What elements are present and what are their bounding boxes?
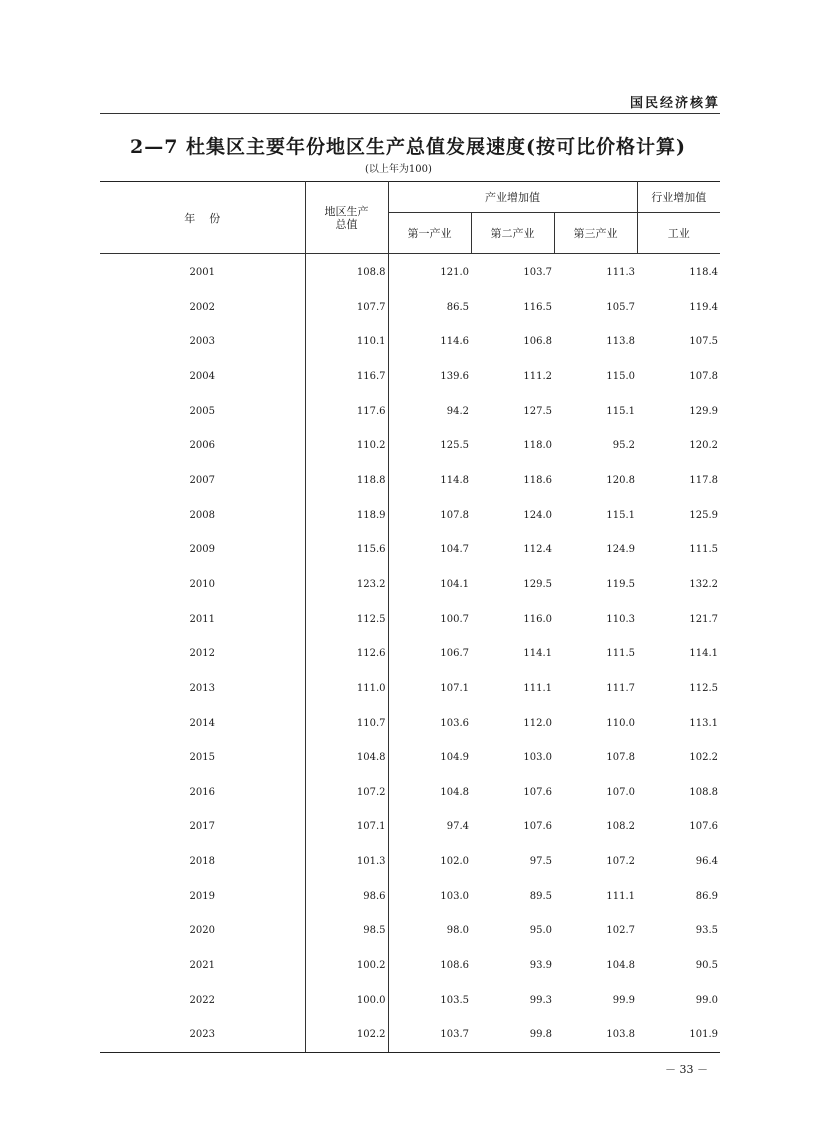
cell-secondary: 111.2 [523, 371, 552, 383]
cell-tertiary: 111.5 [606, 648, 636, 660]
table-row [100, 740, 720, 775]
cell-primary: 103.7 [388, 1017, 471, 1052]
cell-year: 2018 [100, 844, 305, 879]
cell-tertiary: 105.7 [606, 301, 636, 313]
cell-secondary: 118.0 [523, 440, 552, 452]
cell-tertiary: 108.2 [606, 821, 636, 833]
table-row [100, 498, 720, 533]
cell-industry: 86.9 [695, 890, 719, 902]
cell-primary: 98.0 [446, 925, 469, 937]
cell-gdp: 101.3 [305, 844, 388, 879]
cell-industry: 99.0 [695, 994, 719, 1006]
cell-tertiary: 107.8 [606, 752, 636, 764]
page-number: － 33 － [665, 1063, 708, 1076]
cell-year: 2016 [100, 775, 305, 810]
table-row [100, 290, 720, 325]
cell-year: 2019 [100, 879, 305, 914]
cell-primary: 100.7 [440, 613, 469, 625]
cell-industry: 121.7 [689, 613, 719, 625]
cell-primary: 121.0 [440, 266, 469, 278]
cell-gdp: 100.0 [305, 983, 388, 1018]
cell-secondary: 116.0 [523, 613, 552, 625]
cell-tertiary: 111.3 [606, 266, 636, 278]
cell-year: 2006 [100, 429, 305, 464]
cell-primary: 103.6 [440, 717, 469, 729]
cell-industry: 114.1 [689, 648, 719, 660]
growth-rate-table [100, 181, 720, 1053]
cell-industry: 108.8 [689, 786, 719, 798]
header-manufacturing: 工业 [637, 213, 720, 254]
cell-year: 2021 [100, 948, 305, 983]
header-primary: 第一产业 [388, 213, 471, 254]
table-row [100, 567, 720, 602]
table-row [100, 394, 720, 429]
cell-primary: 104.9 [440, 752, 469, 764]
cell-tertiary: 111.7 [606, 682, 636, 694]
cell-gdp: 98.6 [305, 879, 388, 914]
cell-secondary: 106.8 [523, 336, 552, 348]
table-row [100, 532, 720, 567]
cell-industry: 118.4 [689, 266, 719, 278]
cell-secondary: 112.4 [523, 544, 552, 556]
table-row [100, 879, 720, 914]
cell-industry: 113.1 [689, 717, 719, 729]
cell-gdp: 102.2 [305, 1017, 388, 1052]
header-year: 年 份 [100, 182, 305, 254]
cell-industry: 90.5 [695, 959, 719, 971]
cell-gdp: 112.6 [305, 636, 388, 671]
cell-secondary: 118.6 [523, 475, 552, 487]
cell-tertiary: 115.1 [606, 405, 636, 417]
cell-year: 2002 [100, 290, 305, 325]
cell-gdp: 111.0 [305, 671, 388, 706]
cell-gdp: 116.7 [305, 359, 388, 394]
cell-secondary: 103.0 [523, 752, 552, 764]
cell-secondary: 95.0 [529, 925, 552, 937]
cell-primary: 97.4 [446, 821, 469, 833]
cell-gdp: 107.1 [305, 810, 388, 845]
cell-primary: 106.7 [440, 648, 469, 660]
cell-year: 2022 [100, 983, 305, 1018]
cell-gdp: 118.8 [305, 463, 388, 498]
cell-industry: 107.8 [689, 371, 719, 383]
page-title: 2—7 杜集区主要年份地区生产总值发展速度(按可比价格计算) [129, 136, 687, 158]
header-gdp-line2: 总值 [335, 217, 358, 231]
cell-year: 2012 [100, 636, 305, 671]
cell-industry: 125.9 [689, 509, 719, 521]
cell-primary: 94.2 [446, 405, 469, 417]
table-row [100, 254, 720, 291]
cell-industry: 93.5 [695, 925, 719, 937]
table-row [100, 844, 720, 879]
cell-gdp: 110.2 [305, 429, 388, 464]
cell-year: 2003 [100, 325, 305, 360]
cell-gdp: 107.7 [305, 290, 388, 325]
section-header: 国民经济核算 [629, 96, 720, 111]
cell-gdp: 117.6 [305, 394, 388, 429]
cell-secondary: 103.7 [523, 266, 552, 278]
cell-tertiary: 113.8 [606, 336, 636, 348]
cell-gdp: 110.1 [305, 325, 388, 360]
cell-secondary: 112.0 [523, 717, 552, 729]
cell-year: 2020 [100, 914, 305, 949]
cell-primary: 86.5 [446, 301, 469, 313]
cell-tertiary: 124.9 [606, 544, 636, 556]
cell-industry: 117.8 [689, 475, 719, 487]
cell-gdp: 123.2 [305, 567, 388, 602]
cell-secondary: 129.5 [523, 578, 552, 590]
header-gdp [305, 182, 388, 254]
cell-secondary: 107.6 [523, 786, 552, 798]
table-row [100, 1017, 720, 1052]
cell-gdp: 112.5 [305, 602, 388, 637]
table-header [100, 182, 720, 254]
cell-secondary: 93.9 [529, 959, 552, 971]
cell-tertiary: 107.2 [606, 856, 636, 868]
table-row [100, 775, 720, 810]
cell-year: 2013 [100, 671, 305, 706]
cell-secondary: 111.1 [523, 682, 552, 694]
cell-gdp: 110.7 [305, 706, 388, 741]
cell-gdp: 115.6 [305, 532, 388, 567]
cell-primary: 104.7 [440, 544, 469, 556]
table-row [100, 359, 720, 394]
cell-primary: 102.0 [440, 856, 469, 868]
cell-industry: 107.5 [689, 336, 719, 348]
cell-industry: 101.9 [637, 1017, 720, 1052]
cell-gdp: 100.2 [305, 948, 388, 983]
cell-tertiary: 110.0 [606, 717, 636, 729]
cell-year: 2005 [100, 394, 305, 429]
cell-gdp: 98.5 [305, 914, 388, 949]
cell-tertiary: 120.8 [606, 475, 636, 487]
cell-gdp: 118.9 [305, 498, 388, 533]
cell-primary: 103.0 [440, 890, 469, 902]
table-row [100, 325, 720, 360]
cell-tertiary: 107.0 [606, 786, 636, 798]
cell-industry: 102.2 [689, 752, 719, 764]
cell-primary: 104.1 [440, 578, 469, 590]
cell-tertiary: 102.7 [606, 925, 636, 937]
cell-industry: 132.2 [689, 578, 719, 590]
cell-year: 2001 [100, 254, 305, 291]
cell-secondary: 124.0 [523, 509, 552, 521]
header-sector-group: 行业增加值 [637, 182, 720, 213]
header-secondary: 第二产业 [471, 213, 554, 254]
cell-primary: 114.8 [440, 475, 469, 487]
cell-tertiary: 104.8 [606, 959, 636, 971]
cell-industry: 111.5 [689, 544, 719, 556]
cell-secondary: 116.5 [523, 301, 552, 313]
cell-year: 2011 [100, 602, 305, 637]
header-gdp-line1: 地区生产 [324, 204, 369, 218]
table-row [100, 671, 720, 706]
cell-industry: 120.2 [689, 440, 719, 452]
cell-year: 2015 [100, 740, 305, 775]
cell-tertiary: 99.9 [612, 994, 636, 1006]
cell-year: 2009 [100, 532, 305, 567]
cell-secondary: 89.5 [529, 890, 552, 902]
cell-tertiary: 111.1 [606, 890, 636, 902]
cell-primary: 125.5 [440, 440, 469, 452]
cell-gdp: 108.8 [305, 254, 388, 291]
header-industry-group: 产业增加值 [388, 182, 637, 213]
cell-tertiary: 119.5 [606, 578, 636, 590]
table-row [100, 810, 720, 845]
cell-tertiary: 115.1 [606, 509, 636, 521]
cell-primary: 104.8 [440, 786, 469, 798]
table-row [100, 636, 720, 671]
table-row [100, 602, 720, 637]
cell-primary: 107.8 [440, 509, 469, 521]
cell-secondary: 99.8 [471, 1017, 554, 1052]
table-body [100, 254, 720, 1053]
table-row [100, 948, 720, 983]
cell-gdp: 107.2 [305, 775, 388, 810]
cell-year: 2023 [100, 1017, 305, 1052]
cell-primary: 103.5 [440, 994, 469, 1006]
cell-primary: 114.6 [440, 336, 469, 348]
cell-primary: 108.6 [440, 959, 469, 971]
header-rule [100, 113, 720, 114]
cell-industry: 119.4 [689, 301, 719, 313]
cell-tertiary: 103.8 [554, 1017, 637, 1052]
table-row [100, 706, 720, 741]
cell-secondary: 114.1 [523, 648, 552, 660]
header-tertiary: 第三产业 [554, 213, 637, 254]
cell-industry: 112.5 [689, 682, 719, 694]
cell-secondary: 107.6 [523, 821, 552, 833]
cell-secondary: 127.5 [523, 405, 552, 417]
cell-primary: 139.6 [440, 371, 469, 383]
table-row [100, 463, 720, 498]
cell-tertiary: 110.3 [606, 613, 636, 625]
cell-year: 2010 [100, 567, 305, 602]
table-subtitle: (以上年为100) [365, 164, 432, 175]
table-row [100, 914, 720, 949]
cell-gdp: 104.8 [305, 740, 388, 775]
cell-year: 2004 [100, 359, 305, 394]
cell-year: 2014 [100, 706, 305, 741]
cell-secondary: 97.5 [529, 856, 552, 868]
cell-year: 2007 [100, 463, 305, 498]
table-row [100, 983, 720, 1018]
cell-industry: 107.6 [689, 821, 719, 833]
cell-year: 2008 [100, 498, 305, 533]
cell-year: 2017 [100, 810, 305, 845]
table-row [100, 429, 720, 464]
cell-tertiary: 95.2 [612, 440, 636, 452]
cell-tertiary: 115.0 [606, 371, 636, 383]
cell-industry: 129.9 [689, 405, 719, 417]
cell-secondary: 99.3 [529, 994, 552, 1006]
cell-industry: 96.4 [695, 856, 719, 868]
cell-primary: 107.1 [440, 682, 469, 694]
